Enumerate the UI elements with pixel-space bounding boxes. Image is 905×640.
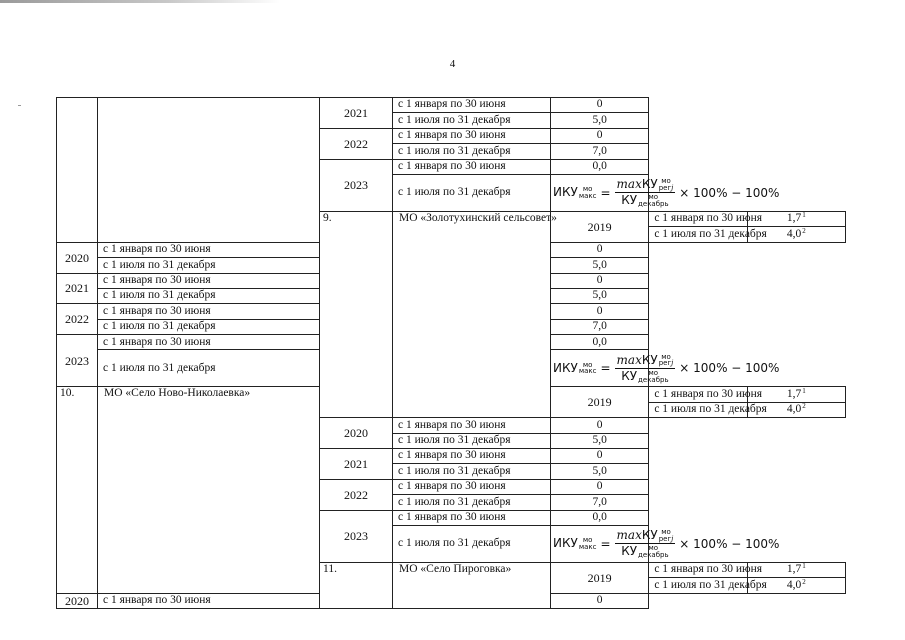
- period-cell: с 1 июля по 31 декабря: [98, 319, 320, 334]
- formula-denominator: КУ мо декабрь: [621, 544, 669, 560]
- value-cell: [551, 258, 649, 273]
- period-cell: с 1 июля по 31 декабря: [649, 227, 747, 242]
- formula-tail: × 100% − 100%: [679, 536, 780, 551]
- period-cell: с 1 июля по 31 декабря: [393, 144, 551, 159]
- year-cell: 2019: [551, 387, 649, 418]
- value-cell: [551, 464, 649, 479]
- formula-lhs: ИКУ мо макс: [553, 536, 597, 551]
- year-cell: 2023: [320, 159, 393, 211]
- value-text: 5,0: [592, 464, 607, 477]
- value-cell: [551, 479, 649, 494]
- period-cell: с 1 января по 30 июня: [393, 128, 551, 143]
- value-cell: [551, 449, 649, 464]
- period-cell: с 1 января по 30 июня: [98, 273, 320, 288]
- entity-name-cell: МО «Село Ново-Николаевка»: [98, 387, 320, 593]
- period-cell: с 1 июля по 31 декабря: [393, 174, 551, 211]
- value-text: 4,0: [786, 227, 802, 240]
- value-text: 0: [596, 304, 603, 317]
- scan-artifact-dot: [18, 105, 21, 106]
- entity-number-cell: 9.: [320, 211, 393, 417]
- footnote-mark: 2: [802, 402, 806, 411]
- value-text: 5,0: [592, 258, 607, 271]
- footnote-mark: 1: [802, 211, 806, 220]
- table-row: [57, 98, 846, 113]
- value-cell: [551, 418, 649, 433]
- value-cell: [551, 113, 649, 128]
- value-cell: [551, 144, 649, 159]
- formula: [553, 354, 779, 384]
- page-number: 4: [449, 58, 456, 70]
- footnote-mark: 2: [802, 226, 806, 235]
- period-cell: с 1 января по 30 июня: [98, 593, 320, 608]
- period-cell: с 1 июля по 31 декабря: [393, 525, 551, 562]
- value-cell: [551, 159, 649, 174]
- value-text: 4,0: [786, 403, 802, 416]
- formula-denominator: КУ мо декабрь: [621, 193, 669, 209]
- value-cell: [551, 242, 649, 257]
- value-text: 0,0: [592, 335, 607, 348]
- formula-fraction: [615, 354, 676, 384]
- period-cell: с 1 января по 30 июня: [98, 242, 320, 257]
- year-cell: 2022: [57, 304, 98, 335]
- year-cell: 2020: [57, 242, 98, 273]
- period-cell: с 1 июля по 31 декабря: [649, 578, 747, 593]
- period-cell: с 1 июля по 31 декабря: [649, 402, 747, 417]
- value-cell: [551, 335, 649, 350]
- value-cell: [551, 525, 780, 562]
- year-cell: 2022: [320, 128, 393, 159]
- value-text: 7,0: [592, 495, 607, 508]
- period-cell: с 1 июля по 31 декабря: [393, 113, 551, 128]
- value-text: 0: [596, 449, 603, 462]
- formula-numerator: maxКУ мо регj: [616, 177, 674, 192]
- value-cell: [551, 273, 649, 288]
- value-cell: [551, 510, 649, 525]
- formula-denominator: КУ мо декабрь: [621, 368, 669, 384]
- tariff-table: [56, 97, 846, 609]
- year-cell: 2020: [320, 418, 393, 449]
- period-cell: с 1 января по 30 июня: [393, 449, 551, 464]
- period-cell: с 1 января по 30 июня: [98, 304, 320, 319]
- value-text: 0: [596, 243, 603, 256]
- value-cell: [551, 433, 649, 448]
- formula-tail: × 100% − 100%: [679, 185, 780, 200]
- value-text: 0: [596, 129, 603, 142]
- formula: [553, 529, 779, 559]
- year-cell: 2023: [57, 335, 98, 387]
- entity-name-cell: МО «Село Пироговка»: [393, 562, 551, 608]
- value-text: 0: [596, 273, 603, 286]
- value-cell: [551, 495, 649, 510]
- formula-lhs: ИКУ мо макс: [553, 360, 597, 376]
- value-text: 7,0: [592, 320, 607, 333]
- value-cell: [551, 319, 649, 334]
- period-cell: с 1 января по 30 июня: [393, 510, 551, 525]
- formula-equals: =: [600, 185, 611, 200]
- period-cell: с 1 января по 30 июня: [649, 387, 747, 402]
- value-cell: [551, 593, 649, 608]
- period-cell: с 1 января по 30 июня: [649, 211, 747, 226]
- value-text: 5,0: [592, 289, 607, 302]
- value-text: 7,0: [592, 144, 607, 157]
- formula-fraction: [615, 529, 676, 559]
- year-cell: 2020: [57, 593, 98, 608]
- entity-number-cell: [57, 98, 98, 243]
- formula: [553, 178, 779, 208]
- value-text: 5,0: [592, 113, 607, 126]
- formula-numerator: maxКУ мо регj: [616, 528, 674, 543]
- value-cell: [551, 304, 649, 319]
- year-cell: 2019: [551, 562, 649, 593]
- value-text: 0: [596, 98, 603, 111]
- period-cell: с 1 июля по 31 декабря: [393, 433, 551, 448]
- footnote-mark: 2: [802, 577, 806, 586]
- value-cell: [551, 98, 649, 113]
- value-text: 5,0: [592, 434, 607, 447]
- tariff-table-body: [57, 98, 846, 609]
- value-text: 0: [596, 480, 603, 493]
- period-cell: с 1 января по 30 июня: [649, 562, 747, 577]
- formula-equals: =: [600, 361, 611, 376]
- entity-name-cell: МО «Золотухинский сельсовет»: [393, 211, 551, 417]
- value-text: 1,7: [786, 387, 802, 400]
- period-cell: с 1 января по 30 июня: [393, 479, 551, 494]
- year-cell: 2021: [320, 98, 393, 129]
- formula-equals: =: [600, 536, 611, 551]
- year-cell: 2019: [551, 211, 649, 242]
- scan-artifact-line: [0, 0, 280, 3]
- year-cell: 2023: [320, 510, 393, 562]
- value-text: 0: [596, 594, 603, 607]
- footnote-mark: 1: [802, 562, 806, 571]
- period-cell: с 1 июля по 31 декабря: [98, 350, 320, 387]
- formula-numerator: maxКУ мо регj: [616, 352, 674, 368]
- year-cell: 2022: [320, 479, 393, 510]
- value-text: 4,0: [786, 578, 802, 591]
- period-cell: с 1 июля по 31 декабря: [98, 258, 320, 273]
- value-text: 0,0: [592, 511, 607, 524]
- entity-name-cell: [98, 98, 320, 243]
- entity-number-cell: 11.: [320, 562, 393, 608]
- year-cell: 2021: [320, 449, 393, 480]
- formula-fraction: [615, 178, 676, 208]
- formula-tail: × 100% − 100%: [679, 361, 780, 376]
- period-cell: с 1 июля по 31 декабря: [98, 288, 320, 303]
- value-text: 0: [596, 418, 603, 431]
- value-text: 0,0: [592, 160, 607, 172]
- value-text: 1,7: [786, 563, 802, 576]
- year-cell: 2021: [57, 273, 98, 304]
- entity-number-cell: 10.: [57, 387, 98, 593]
- period-cell: с 1 января по 30 июня: [393, 159, 551, 174]
- value-cell: [551, 288, 649, 303]
- value-cell: [551, 350, 780, 387]
- period-cell: с 1 июля по 31 декабря: [393, 464, 551, 479]
- period-cell: с 1 января по 30 июня: [98, 335, 320, 350]
- formula-lhs: ИКУ мо макс: [553, 185, 597, 200]
- footnote-mark: 1: [802, 386, 806, 395]
- period-cell: с 1 января по 30 июня: [393, 98, 551, 113]
- value-cell: [551, 174, 780, 211]
- value-text: 1,7: [786, 212, 802, 225]
- value-cell: [551, 128, 649, 143]
- period-cell: с 1 июля по 31 декабря: [393, 495, 551, 510]
- period-cell: с 1 января по 30 июня: [393, 418, 551, 433]
